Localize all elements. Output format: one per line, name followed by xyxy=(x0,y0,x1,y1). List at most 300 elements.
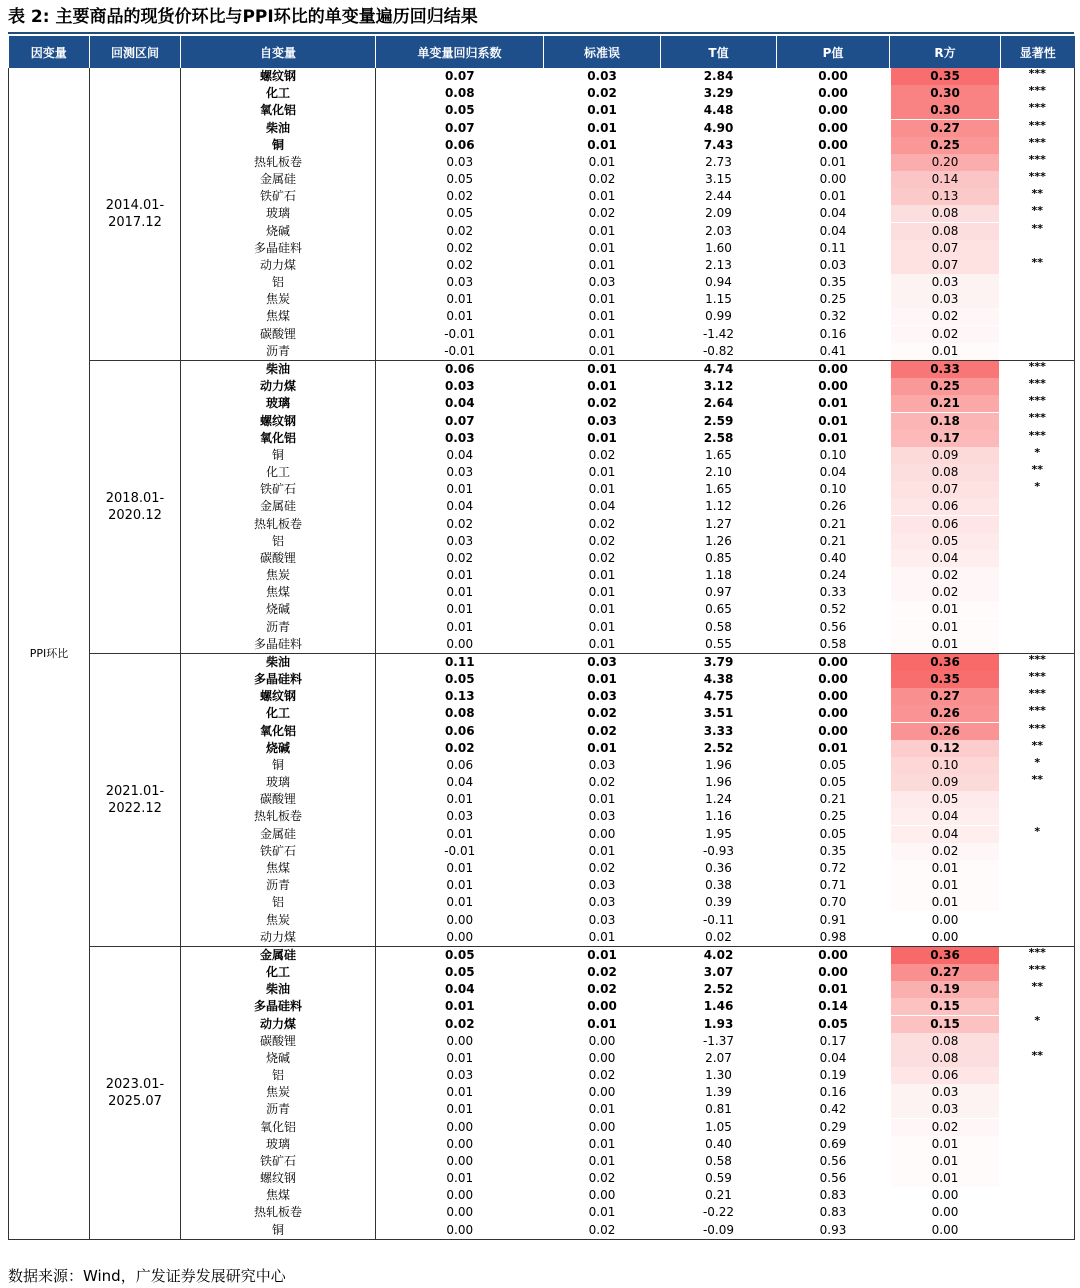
r-squared-value: 0.07 xyxy=(891,240,999,257)
r-squared-cell xyxy=(890,1187,1001,1204)
coefficient-cell: 0.02 xyxy=(446,189,474,204)
t-value-cell: 0.02 xyxy=(661,929,777,947)
r-squared-cell xyxy=(890,464,1001,481)
coefficient-cell: 0.04 xyxy=(444,982,475,997)
coefficient-cell: 0.05 xyxy=(444,672,475,687)
r-squared-cell xyxy=(890,1067,1001,1084)
r-squared-value: 0.35 xyxy=(891,68,999,85)
p-value-cell: 0.24 xyxy=(819,568,847,583)
coefficient-cell: 0.02 xyxy=(446,257,474,272)
r-squared-cell xyxy=(890,240,1001,257)
p-value-cell: 0.42 xyxy=(819,1102,847,1117)
significance-cell: *** xyxy=(1001,946,1075,964)
coefficient-cell: 0.00 xyxy=(446,1153,474,1168)
r-squared-value: 0.01 xyxy=(891,601,999,618)
coefficient-cell: 0.05 xyxy=(446,206,474,221)
p-value-cell: 0.91 xyxy=(819,912,847,927)
standard-error-cell: 0.00 xyxy=(588,1050,616,1065)
significance-cell: *** xyxy=(1001,671,1075,688)
significance-cell xyxy=(1001,1084,1075,1101)
r-squared-cell xyxy=(890,1204,1001,1221)
independent-variable-cell: 铝 xyxy=(181,1067,376,1084)
r-squared-value: 0.03 xyxy=(891,291,999,308)
coefficient-cell: 0.01 xyxy=(446,826,474,841)
significance-cell xyxy=(1001,498,1075,515)
t-value-cell: 1.46 xyxy=(703,999,734,1014)
standard-error-cell: 0.01 xyxy=(588,1153,616,1168)
standard-error-cell: 0.00 xyxy=(588,1119,616,1134)
r-squared-cell xyxy=(890,929,1001,947)
standard-error-cell: 0.02 xyxy=(587,965,617,980)
significance-cell: ** xyxy=(1001,740,1075,757)
coefficient-cell: 0.03 xyxy=(446,465,474,480)
p-value-cell: 0.17 xyxy=(819,1033,847,1048)
independent-variable-cell: 化工 xyxy=(181,705,376,722)
t-value-cell: 1.18 xyxy=(705,568,732,583)
r-squared-cell xyxy=(890,911,1001,928)
standard-error-cell: 0.02 xyxy=(588,1171,616,1186)
significance-cell: *** xyxy=(1001,688,1075,705)
significance-cell xyxy=(1001,636,1075,654)
standard-error-cell: 0.03 xyxy=(588,809,616,824)
r-squared-value: 0.36 xyxy=(891,947,999,964)
r-squared-value: 0.01 xyxy=(891,619,999,636)
r-squared-cell xyxy=(890,757,1001,774)
r-squared-value: 0.01 xyxy=(891,1136,999,1153)
standard-error-cell: 0.02 xyxy=(588,775,616,790)
independent-variable-cell: 螺纹钢 xyxy=(181,1170,376,1187)
coefficient-cell: 0.00 xyxy=(446,1205,474,1220)
coefficient-cell: 0.03 xyxy=(446,1068,474,1083)
r-squared-cell xyxy=(890,447,1001,464)
independent-variable-cell: 烧碱 xyxy=(181,1050,376,1067)
coefficient-cell: 0.04 xyxy=(444,396,475,411)
r-squared-value: 0.09 xyxy=(891,774,999,791)
p-value-cell: 0.00 xyxy=(818,723,848,738)
p-value-cell: 0.83 xyxy=(819,1205,847,1220)
r-squared-cell xyxy=(890,619,1001,636)
standard-error-cell: 0.01 xyxy=(588,223,616,238)
independent-variable-cell: 焦煤 xyxy=(181,584,376,601)
r-squared-cell xyxy=(890,740,1001,757)
standard-error-cell: 0.01 xyxy=(587,379,617,394)
r-squared-cell xyxy=(890,68,1001,85)
r-squared-value: 0.06 xyxy=(891,516,999,533)
standard-error-cell: 0.02 xyxy=(587,723,617,738)
significance-cell xyxy=(1001,515,1075,532)
independent-variable-cell: 铜 xyxy=(181,757,376,774)
coefficient-cell: 0.01 xyxy=(446,309,474,324)
coefficient-cell: 0.01 xyxy=(446,292,474,307)
significance-cell: *** xyxy=(1001,964,1075,981)
significance-cell: * xyxy=(1001,757,1075,774)
p-value-cell: 0.58 xyxy=(777,636,890,654)
standard-error-cell: 0.03 xyxy=(588,912,616,927)
independent-variable-cell: 柴油 xyxy=(181,653,376,671)
t-value-cell: 1.93 xyxy=(703,1016,734,1031)
standard-error-cell: 0.02 xyxy=(588,860,616,875)
standard-error-cell: 0.01 xyxy=(588,240,616,255)
r-squared-value: 0.25 xyxy=(891,137,999,154)
coefficient-cell: 0.01 xyxy=(446,1102,474,1117)
r-squared-cell xyxy=(890,1136,1001,1153)
p-value-cell: 0.32 xyxy=(819,309,847,324)
p-value-cell: 0.25 xyxy=(819,292,847,307)
t-value-cell: -1.37 xyxy=(702,1033,735,1048)
significance-cell xyxy=(1001,1187,1075,1204)
independent-variable-cell: 化工 xyxy=(181,85,376,102)
p-value-cell: 0.35 xyxy=(819,275,847,290)
significance-cell xyxy=(1001,550,1075,567)
coefficient-cell: 0.01 xyxy=(446,585,474,600)
independent-variable-cell: 动力煤 xyxy=(181,257,376,274)
t-value-cell: 0.81 xyxy=(705,1102,732,1117)
p-value-cell: 0.05 xyxy=(819,775,847,790)
t-value-cell: 2.07 xyxy=(705,1050,732,1065)
independent-variable-cell: 铝 xyxy=(181,274,376,291)
p-value-cell: 0.14 xyxy=(818,999,848,1014)
standard-error-cell: 0.01 xyxy=(588,1205,616,1220)
standard-error-cell: 0.01 xyxy=(588,1102,616,1117)
r-squared-value: 0.25 xyxy=(891,378,999,395)
significance-cell: * xyxy=(1001,447,1075,464)
r-squared-value: 0.00 xyxy=(891,912,999,929)
significance-cell xyxy=(1001,291,1075,308)
standard-error-cell: 0.01 xyxy=(588,465,616,480)
independent-variable-cell: 碳酸锂 xyxy=(181,550,376,567)
t-value-cell: 2.52 xyxy=(703,740,734,755)
independent-variable-cell: 铁矿石 xyxy=(181,843,376,860)
p-value-cell: 0.00 xyxy=(818,654,848,669)
p-value-cell: 0.04 xyxy=(819,465,847,480)
independent-variable-cell: 金属硅 xyxy=(181,946,376,964)
t-value-cell: 2.58 xyxy=(703,430,734,445)
r-squared-value: 0.01 xyxy=(891,343,999,360)
p-value-cell: 0.00 xyxy=(818,69,848,84)
independent-variable-cell: 铁矿石 xyxy=(181,1153,376,1170)
t-value-cell: 1.65 xyxy=(705,482,732,497)
r-squared-value: 0.08 xyxy=(891,464,999,481)
coefficient-cell: 0.06 xyxy=(444,362,475,376)
p-value-cell: 0.00 xyxy=(818,379,848,394)
r-squared-value: 0.18 xyxy=(891,413,999,430)
significance-cell: *** xyxy=(1001,102,1075,119)
significance-cell xyxy=(1001,860,1075,877)
significance-cell xyxy=(1001,567,1075,584)
coefficient-cell: 0.03 xyxy=(446,275,474,290)
standard-error-cell: 0.02 xyxy=(588,533,616,548)
p-value-cell: 0.93 xyxy=(777,1222,890,1240)
r-squared-cell xyxy=(890,378,1001,395)
significance-cell xyxy=(1001,894,1075,911)
r-squared-value: 0.08 xyxy=(891,223,999,240)
r-squared-cell xyxy=(890,877,1001,894)
r-squared-cell xyxy=(890,671,1001,688)
significance-cell: *** xyxy=(1001,68,1075,85)
independent-variable-cell: 铝 xyxy=(181,533,376,550)
standard-error-cell: 0.01 xyxy=(588,585,616,600)
coefficient-cell: 0.00 xyxy=(446,912,474,927)
r-squared-value: 0.08 xyxy=(891,1033,999,1050)
header-backtest-period: 回测区间 xyxy=(90,36,181,68)
backtest-period-cell: 2021.01- 2022.12 xyxy=(90,653,181,946)
t-value-cell: 3.07 xyxy=(703,965,734,980)
t-value-cell: -0.82 xyxy=(661,343,777,361)
standard-error-cell: 0.01 xyxy=(587,103,617,118)
r-squared-value: 0.02 xyxy=(891,843,999,860)
t-value-cell: 3.51 xyxy=(703,706,734,721)
p-value-cell: 0.04 xyxy=(819,1050,847,1065)
r-squared-value: 0.06 xyxy=(891,498,999,515)
p-value-cell: 0.00 xyxy=(818,965,848,980)
independent-variable-cell: 氧化铝 xyxy=(181,102,376,119)
r-squared-value: 0.00 xyxy=(891,1187,999,1204)
t-value-cell: 4.38 xyxy=(703,672,734,687)
significance-cell xyxy=(1001,1153,1075,1170)
p-value-cell: 0.26 xyxy=(819,499,847,514)
header-dependent-variable: 因变量 xyxy=(9,36,90,68)
standard-error-cell: 0.03 xyxy=(587,413,617,428)
coefficient-cell: 0.13 xyxy=(444,689,475,704)
coefficient-cell: 0.00 xyxy=(446,1136,474,1151)
p-value-cell: 0.16 xyxy=(819,1085,847,1100)
standard-error-cell: 0.01 xyxy=(544,636,661,654)
p-value-cell: 0.00 xyxy=(819,172,847,187)
independent-variable-cell: 玻璃 xyxy=(181,774,376,791)
p-value-cell: 0.16 xyxy=(819,326,847,341)
r-squared-cell xyxy=(890,102,1001,119)
coefficient-cell: 0.05 xyxy=(446,172,474,187)
t-value-cell: 2.10 xyxy=(705,465,732,480)
r-squared-value: 0.05 xyxy=(891,533,999,550)
significance-cell: *** xyxy=(1001,85,1075,102)
backtest-period-cell: 2023.01- 2025.07 xyxy=(90,946,181,1239)
r-squared-cell xyxy=(890,395,1001,412)
t-value-cell: 1.39 xyxy=(705,1085,732,1100)
t-value-cell: 4.48 xyxy=(703,103,734,118)
standard-error-cell: 0.01 xyxy=(588,189,616,204)
r-squared-value: 0.30 xyxy=(891,102,999,119)
p-value-cell: 0.04 xyxy=(819,223,847,238)
independent-variable-cell: 铜 xyxy=(181,447,376,464)
significance-cell: ** xyxy=(1001,188,1075,205)
standard-error-cell: 0.02 xyxy=(588,1068,616,1083)
independent-variable-cell: 铁矿石 xyxy=(181,188,376,205)
coefficient-cell: 0.03 xyxy=(446,809,474,824)
r-squared-cell xyxy=(890,430,1001,447)
r-squared-value: 0.00 xyxy=(891,929,999,946)
standard-error-cell: 0.03 xyxy=(588,878,616,893)
r-squared-value: 0.02 xyxy=(891,1119,999,1136)
r-squared-value: 0.36 xyxy=(891,654,999,671)
r-squared-value: 0.03 xyxy=(891,1101,999,1118)
t-value-cell: 0.58 xyxy=(705,1153,732,1168)
p-value-cell: 0.05 xyxy=(818,1016,848,1031)
t-value-cell: 3.79 xyxy=(703,654,734,669)
coefficient-cell: 0.07 xyxy=(444,120,475,135)
significance-cell: *** xyxy=(1001,137,1075,154)
significance-cell xyxy=(1001,326,1075,343)
r-squared-cell xyxy=(890,1101,1001,1118)
p-value-cell: 0.21 xyxy=(819,792,847,807)
r-squared-cell xyxy=(890,723,1001,740)
r-squared-cell xyxy=(890,1118,1001,1135)
significance-cell xyxy=(1001,929,1075,947)
coefficient-cell: 0.04 xyxy=(446,447,474,462)
r-squared-value: 0.00 xyxy=(891,1222,999,1239)
p-value-cell: 0.56 xyxy=(819,1153,847,1168)
independent-variable-cell: 金属硅 xyxy=(181,171,376,188)
p-value-cell: 0.01 xyxy=(819,154,847,169)
t-value-cell: 0.40 xyxy=(705,1136,732,1151)
t-value-cell: 2.44 xyxy=(705,189,732,204)
p-value-cell: 0.00 xyxy=(818,120,848,135)
t-value-cell: 3.12 xyxy=(703,379,734,394)
significance-cell xyxy=(1001,1222,1075,1240)
significance-cell xyxy=(1001,1204,1075,1221)
p-value-cell: 0.52 xyxy=(819,602,847,617)
p-value-cell: 0.21 xyxy=(819,516,847,531)
r-squared-value: 0.04 xyxy=(891,550,999,567)
coefficient-cell: 0.06 xyxy=(444,137,475,152)
coefficient-cell: 0.11 xyxy=(444,654,475,669)
standard-error-cell: 0.01 xyxy=(587,947,617,962)
coefficient-cell: 0.03 xyxy=(446,533,474,548)
r-squared-cell xyxy=(890,481,1001,498)
r-squared-value: 0.06 xyxy=(891,1067,999,1084)
independent-variable-cell: 柴油 xyxy=(181,120,376,137)
coefficient-cell: 0.02 xyxy=(444,1016,475,1031)
t-value-cell: 0.85 xyxy=(705,550,732,565)
t-value-cell: 4.02 xyxy=(703,947,734,962)
independent-variable-cell: 沥青 xyxy=(181,619,376,636)
standard-error-cell: 0.03 xyxy=(588,895,616,910)
p-value-cell: 0.11 xyxy=(819,240,847,255)
coefficient-cell: 0.06 xyxy=(446,757,474,772)
table-row xyxy=(9,653,1075,671)
significance-cell xyxy=(1001,1067,1075,1084)
independent-variable-cell: 多晶硅料 xyxy=(181,671,376,688)
r-squared-cell xyxy=(890,653,1001,671)
p-value-cell: 0.01 xyxy=(818,413,848,428)
t-value-cell: 2.73 xyxy=(705,154,732,169)
independent-variable-cell: 烧碱 xyxy=(181,223,376,240)
independent-variable-cell: 铁矿石 xyxy=(181,481,376,498)
standard-error-cell: 0.00 xyxy=(588,1033,616,1048)
t-value-cell: 4.90 xyxy=(703,120,734,135)
r-squared-value: 0.07 xyxy=(891,257,999,274)
dependent-variable-cell: PPI环比 xyxy=(9,68,90,1239)
standard-error-cell: 0.04 xyxy=(588,499,616,514)
p-value-cell: 0.04 xyxy=(819,206,847,221)
independent-variable-cell: 沥青 xyxy=(181,1101,376,1118)
r-squared-value: 0.35 xyxy=(891,671,999,688)
r-squared-value: 0.01 xyxy=(891,860,999,877)
p-value-cell: 0.00 xyxy=(818,947,848,962)
independent-variable-cell: 焦炭 xyxy=(181,911,376,928)
r-squared-value: 0.33 xyxy=(891,361,999,378)
standard-error-cell: 0.03 xyxy=(587,69,617,84)
r-squared-value: 0.17 xyxy=(891,430,999,447)
independent-variable-cell: 螺纹钢 xyxy=(181,688,376,705)
p-value-cell: 0.56 xyxy=(819,619,847,634)
r-squared-cell xyxy=(890,808,1001,825)
t-value-cell: 4.75 xyxy=(703,689,734,704)
coefficient-cell: 0.00 xyxy=(446,1188,474,1203)
p-value-cell: 0.10 xyxy=(819,482,847,497)
significance-cell xyxy=(1001,584,1075,601)
coefficient-cell: -0.01 xyxy=(444,326,476,341)
r-squared-cell xyxy=(890,154,1001,171)
r-squared-cell xyxy=(890,1153,1001,1170)
r-squared-value: 0.01 xyxy=(891,894,999,911)
independent-variable-cell: 多晶硅料 xyxy=(181,636,376,654)
standard-error-cell: 0.01 xyxy=(587,430,617,445)
independent-variable-cell: 金属硅 xyxy=(181,826,376,843)
t-value-cell: 1.12 xyxy=(705,499,732,514)
significance-cell: *** xyxy=(1001,705,1075,722)
r-squared-cell xyxy=(890,567,1001,584)
independent-variable-cell: 化工 xyxy=(181,464,376,481)
r-squared-cell xyxy=(890,223,1001,240)
significance-cell: ** xyxy=(1001,223,1075,240)
r-squared-value: 0.13 xyxy=(891,188,999,205)
standard-error-cell: 0.03 xyxy=(587,689,617,704)
independent-variable-cell: 碳酸锂 xyxy=(181,1033,376,1050)
standard-error-cell: 0.01 xyxy=(587,137,617,152)
significance-cell xyxy=(1001,619,1075,636)
t-value-cell: 0.97 xyxy=(705,585,732,600)
r-squared-cell xyxy=(890,1170,1001,1187)
p-value-cell: 0.29 xyxy=(819,1119,847,1134)
r-squared-cell xyxy=(890,308,1001,325)
independent-variable-cell: 柴油 xyxy=(181,360,376,378)
r-squared-cell xyxy=(890,964,1001,981)
significance-cell: *** xyxy=(1001,171,1075,188)
r-squared-cell xyxy=(890,188,1001,205)
standard-error-cell: 0.02 xyxy=(588,447,616,462)
coefficient-cell: 0.00 xyxy=(446,1119,474,1134)
significance-cell: ** xyxy=(1001,1050,1075,1067)
standard-error-cell: 0.01 xyxy=(588,792,616,807)
r-squared-value: 0.02 xyxy=(891,308,999,325)
header-p-value: P值 xyxy=(777,36,890,68)
r-squared-cell xyxy=(890,843,1001,860)
independent-variable-cell: 玻璃 xyxy=(181,205,376,222)
standard-error-cell: 0.01 xyxy=(588,154,616,169)
r-squared-value: 0.09 xyxy=(891,447,999,464)
independent-variable-cell: 氧化铝 xyxy=(181,723,376,740)
independent-variable-cell: 氧化铝 xyxy=(181,1118,376,1135)
significance-cell xyxy=(1001,1118,1075,1135)
significance-cell xyxy=(1001,274,1075,291)
r-squared-value: 0.26 xyxy=(891,723,999,740)
r-squared-value: 0.26 xyxy=(891,705,999,722)
r-squared-value: 0.27 xyxy=(891,688,999,705)
independent-variable-cell: 铝 xyxy=(181,894,376,911)
coefficient-cell: 0.04 xyxy=(446,499,474,514)
independent-variable-cell: 热轧板卷 xyxy=(181,515,376,532)
r-squared-cell xyxy=(890,550,1001,567)
significance-cell: ** xyxy=(1001,981,1075,998)
t-value-cell: 0.39 xyxy=(705,895,732,910)
significance-cell: ** xyxy=(1001,205,1075,222)
p-value-cell: 0.33 xyxy=(819,585,847,600)
independent-variable-cell: 动力煤 xyxy=(181,1015,376,1032)
significance-cell xyxy=(1001,877,1075,894)
r-squared-value: 0.02 xyxy=(891,567,999,584)
t-value-cell: 0.65 xyxy=(705,602,732,617)
